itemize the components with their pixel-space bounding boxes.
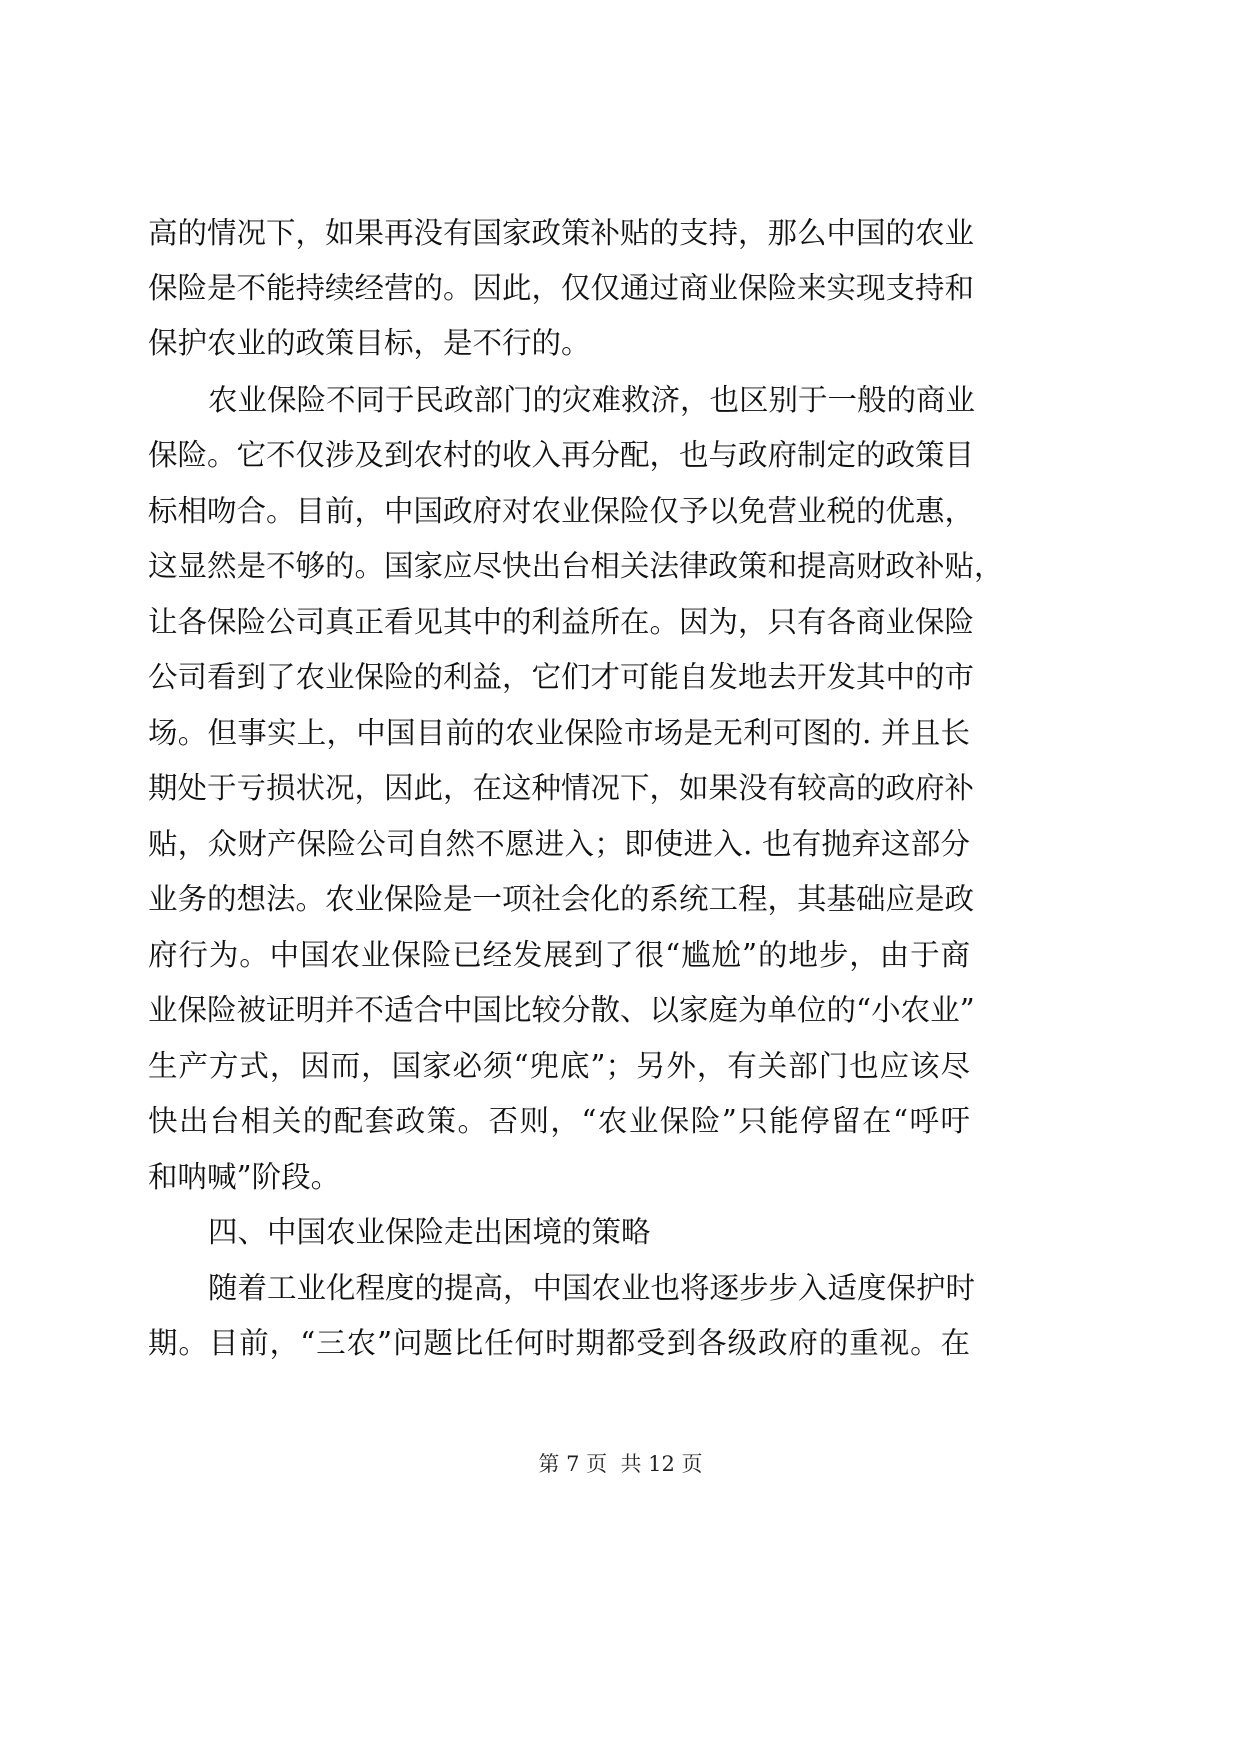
text-line: 保险是不能持续经营的。因此，仅仅通过商业保险来实现支持和 [148, 271, 975, 305]
page-footer: 第 7 页 共 12 页 [538, 1452, 703, 1476]
text-line: 让各保险公司真正看见其中的利益所在。因为，只有各商业保险 [148, 605, 975, 639]
text-line: 快出台相关的配套政策。否则，“农业保险”只能停留在“呼吁 [148, 1104, 970, 1138]
text-line: 农业保险不同于民政部门的灾难救济，也区别于一般的商业 [208, 383, 976, 417]
text-line: 保险。它不仅涉及到农村的收入再分配，也与政府制定的政策目 [148, 438, 975, 472]
text-line: 期处于亏损状况，因此，在这种情况下，如果没有较高的政府补 [148, 771, 975, 805]
text-line: 保护农业的政策目标，是不行的。 [148, 326, 591, 360]
text-line: 生产方式，因而，国家必须“兜底”；另外，有关部门也应该尽 [148, 1049, 970, 1083]
section-heading: 四、中国农业保险走出困境的策略 [208, 1215, 651, 1249]
text-line: 标相吻合。目前，中国政府对农业保险仅予以免营业税的优惠， [148, 494, 975, 528]
text-line: 期。目前，“三农”问题比任何时期都受到各级政府的重视。在 [148, 1326, 970, 1360]
text-line: 高的情况下，如果再没有国家政策补贴的支持，那么中国的农业 [148, 216, 975, 250]
text-line: 随着工业化程度的提高，中国农业也将逐步步入适度保护时 [208, 1271, 976, 1305]
text-line: 和呐喊”阶段。 [148, 1160, 341, 1194]
text-line: 公司看到了农业保险的利益，它们才可能自发地去开发其中的市 [148, 660, 975, 694]
text-line: 业保险被证明并不适合中国比较分散、以家庭为单位的“小农业” [148, 993, 975, 1027]
text-line: 府行为。中国农业保险已经发展到了很“尴尬”的地步，由于商 [148, 938, 970, 972]
text-line: 这显然是不够的。国家应尽快出台相关法律政策和提高财政补贴， [148, 549, 1004, 583]
text-line: 业务的想法。农业保险是一项社会化的系统工程，其基础应是政 [148, 882, 975, 916]
text-line: 场。但事实上，中国目前的农业保险市场是无利可图的. 并且长 [148, 716, 970, 750]
text-line: 贴，众财产保险公司自然不愿进入；即使进入. 也有抛弃这部分 [148, 827, 970, 861]
